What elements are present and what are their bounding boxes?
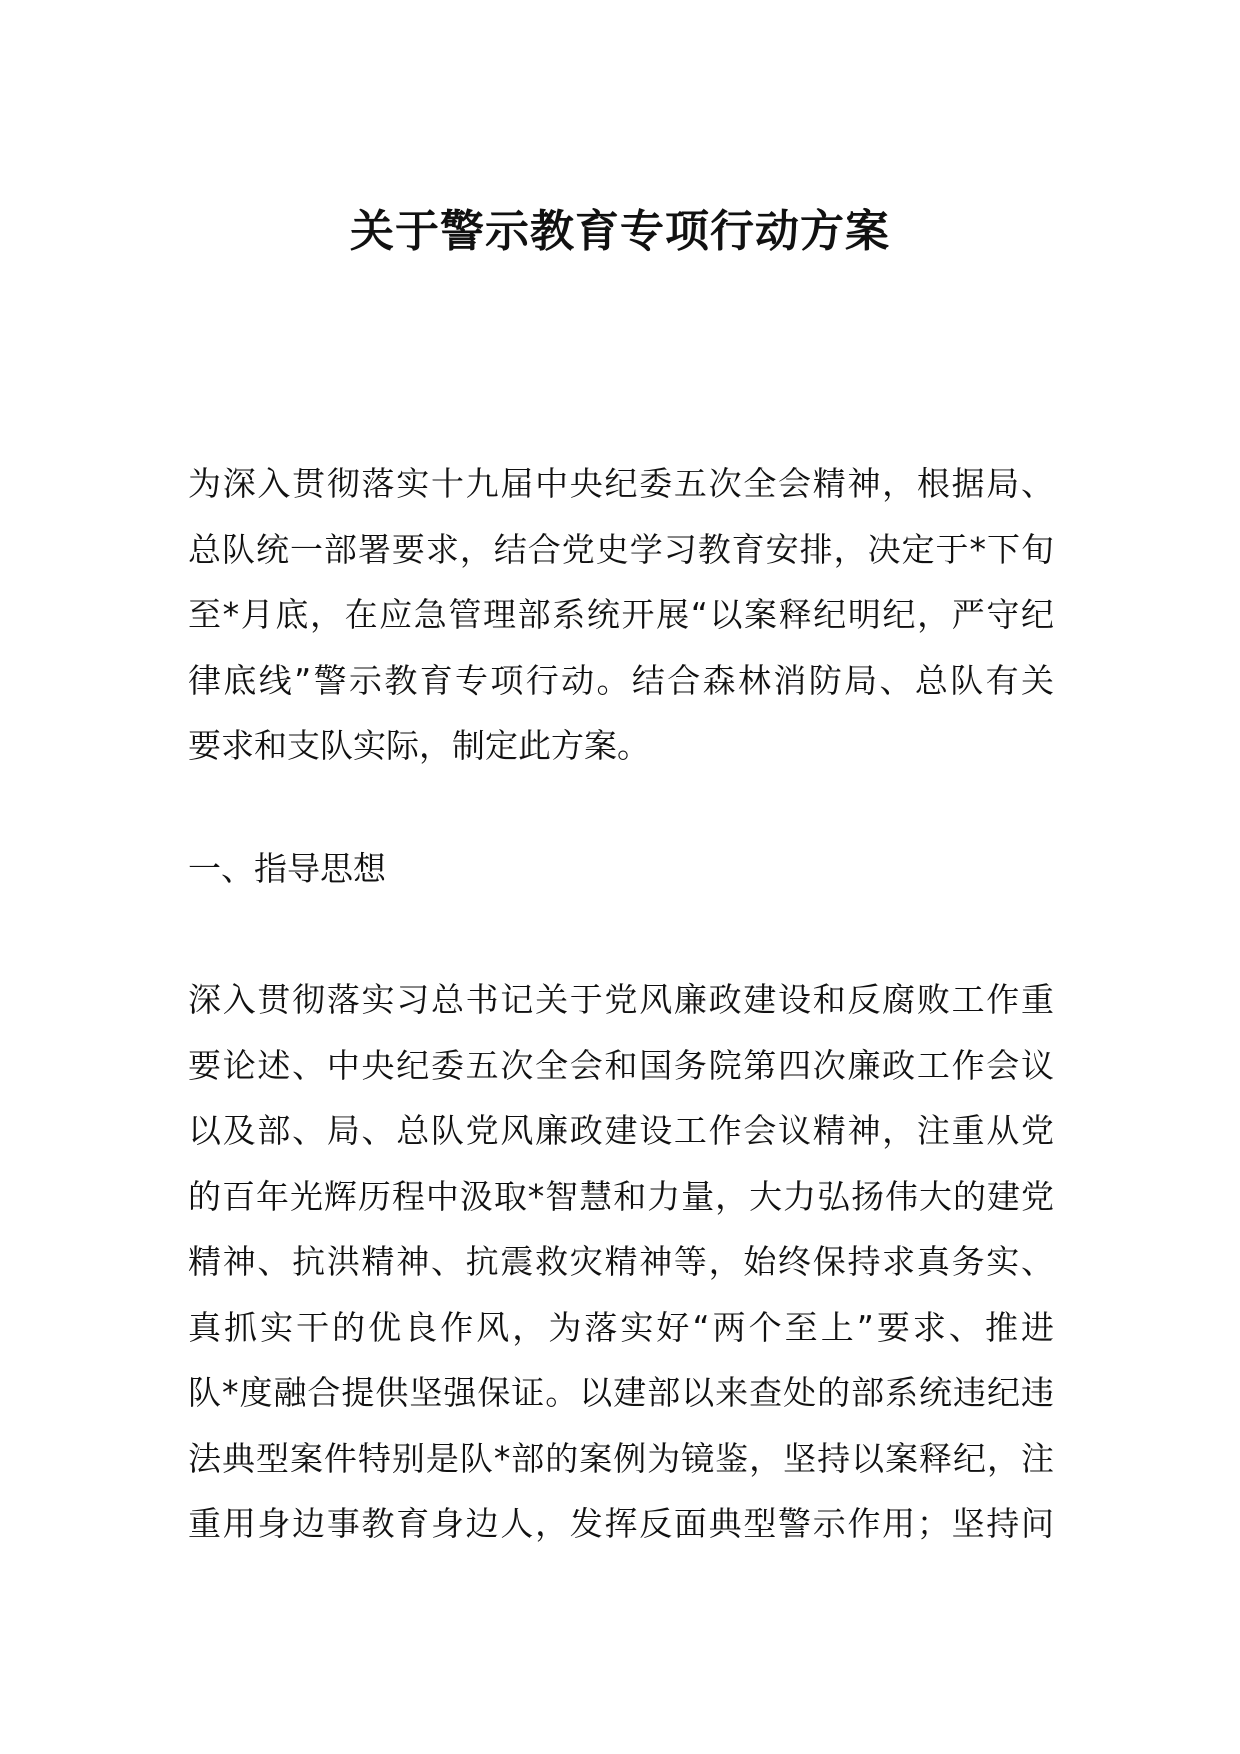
intro-paragraph bbox=[188, 451, 1054, 779]
paragraph-line: 总队统一部署要求，结合党史学习教育安排，决定于*下旬 bbox=[188, 529, 1054, 569]
guiding-ideology-paragraph bbox=[188, 967, 1054, 1557]
paragraph-line: 以及部、局、总队党风廉政建设工作会议精神，注重从党 bbox=[188, 1111, 1054, 1150]
paragraph-line: 深入贯彻落实习总书记关于党风廉政建设和反腐败工作重 bbox=[188, 980, 1054, 1019]
paragraph-line: 精神、抗洪精神、抗震救灾精神等，始终保持求真务实、 bbox=[188, 1242, 1054, 1281]
paragraph-line: 重用身边事教育身边人，发挥反面典型警示作用；坚持问 bbox=[188, 1504, 1054, 1543]
paragraph-line: 队*度融合提供坚强保证。以建部以来查处的部系统违纪违 bbox=[188, 1373, 1054, 1412]
paragraph-line: 要求和支队实际，制定此方案。 bbox=[188, 726, 650, 765]
paragraph-line: 律底线”警示教育专项行动。结合森林消防局、总队有关 bbox=[188, 660, 1054, 700]
paragraph-line: 的百年光辉历程中汲取*智慧和力量，大力弘扬伟大的建党 bbox=[188, 1176, 1054, 1216]
paragraph-line: 真抓实干的优良作风，为落实好“两个至上”要求、推进 bbox=[188, 1307, 1054, 1347]
paragraph-line: 法典型案件特别是队*部的案例为镜鉴，坚持以案释纪，注 bbox=[188, 1438, 1054, 1478]
document-title: 关于警示教育专项行动方案 bbox=[350, 206, 890, 257]
section-heading-guiding-ideology bbox=[188, 836, 1054, 902]
paragraph-line: 为深入贯彻落实十九届中央纪委五次全会精神，根据局、 bbox=[188, 464, 1054, 503]
section-heading-text: 一、指导思想 bbox=[188, 849, 386, 888]
paragraph-line: 至*月底，在应急管理部系统开展“以案释纪明纪，严守纪 bbox=[188, 595, 1054, 634]
paragraph-line: 要论述、中央纪委五次全会和国务院第四次廉政工作会议 bbox=[188, 1045, 1054, 1085]
